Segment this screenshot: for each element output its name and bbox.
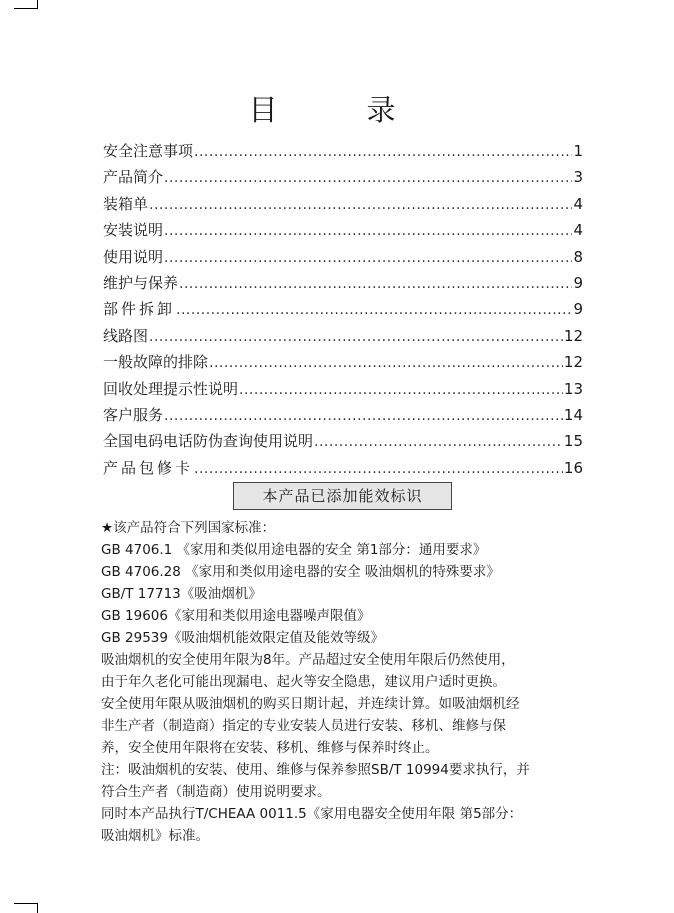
toc-leader-dots (209, 350, 563, 376)
toc-entry-page: 14 (563, 405, 583, 424)
toc-entry[interactable] (103, 296, 583, 322)
paragraph-line: 吸油烟机的安全使用年限为8年。产品超过安全使用年限后仍然使用， (101, 652, 515, 668)
toc-leader-dots (164, 245, 572, 271)
toc-entry[interactable] (103, 349, 583, 375)
toc-entry[interactable] (103, 323, 583, 349)
energy-label-notice: 本产品已添加能效标识 (233, 482, 452, 510)
paragraph-line: 非生产者（制造商）指定的专业安装人员进行安装、移机、维修与保 (101, 718, 506, 734)
toc-leader-dots (164, 403, 563, 429)
toc-entry-page: 8 (573, 247, 583, 266)
toc-entry-label: 回收处理提示性说明 (103, 379, 239, 398)
toc-entry-label: 一般故障的排除 (103, 353, 209, 372)
toc-leader-dots (164, 218, 572, 244)
toc-entry[interactable] (103, 402, 583, 428)
toc-entry[interactable] (103, 191, 583, 217)
toc-entry-page: 4 (573, 194, 583, 213)
crop-mark-top-left-vertical (37, 0, 38, 9)
toc-entry-label: 产品包修卡 (103, 458, 194, 477)
toc-leader-dots (149, 192, 572, 218)
crop-mark-bottom-left-horizontal (14, 903, 38, 904)
toc-entry-page: 15 (563, 432, 583, 451)
standards-section (101, 517, 583, 847)
toc-entry-label: 维护与保养 (103, 273, 179, 292)
toc-leader-dots (149, 324, 563, 350)
toc-leader-dots (179, 271, 572, 297)
toc-entry-page: 9 (573, 300, 583, 319)
toc-entry[interactable] (103, 164, 583, 190)
toc-leader-dots (194, 456, 563, 482)
paragraph-line: 吸油烟机》标准。 (101, 828, 209, 844)
toc-leader-dots (164, 165, 572, 191)
paragraph-line: 养，安全使用年限将在安装、移机、维修与保养时终止。 (101, 740, 439, 756)
toc-entry[interactable] (103, 138, 583, 164)
toc-entry-page: 9 (573, 273, 583, 292)
service-life-calculation-paragraph (101, 693, 583, 759)
toc-entry-label: 全国电码电话防伪查询使用说明 (103, 432, 314, 451)
toc-entry-label: 安全注意事项 (103, 142, 194, 160)
toc-entry-page: 12 (563, 326, 583, 345)
paragraph-line: 符合生产者（制造商）使用说明要求。 (101, 784, 331, 800)
crop-mark-bottom-left-vertical (37, 903, 38, 913)
standard-item: GB 29539《吸油烟机能效限定值及能效等级》 (101, 630, 384, 646)
toc-entry-label: 产品简介 (103, 168, 164, 187)
toc-leader-dots (239, 377, 563, 403)
paragraph-line: 同时本产品执行T/CHEAA 0011.5《家用电器安全使用年限 第5部分： (101, 806, 523, 822)
toc-entry-page: 13 (563, 379, 583, 398)
standard-compliance-paragraph (101, 803, 583, 847)
toc-leader-dots (314, 429, 563, 455)
service-life-paragraph (101, 649, 583, 693)
standard-item: GB/T 17713《吸油烟机》 (101, 586, 262, 602)
toc-entry-label: 部件拆卸 (103, 300, 176, 319)
toc-entry-label: 装箱单 (103, 194, 149, 213)
table-of-contents (103, 138, 583, 481)
standards-heading: ★该产品符合下列国家标准： (101, 520, 276, 536)
toc-entry-page: 1 (573, 142, 583, 160)
standard-item: GB 4706.28 《家用和类似用途电器的安全 吸油烟机的特殊要求》 (101, 564, 500, 580)
paragraph-line: 安全使用年限从吸油烟机的购买日期计起，并连续计算。如吸油烟机经 (101, 696, 520, 712)
paragraph-line: 由于年久老化可能出现漏电、起火等安全隐患，建议用户适时更换。 (101, 674, 506, 690)
toc-entry-page: 4 (573, 221, 583, 240)
toc-entry[interactable] (103, 455, 583, 481)
toc-entry-page: 16 (563, 458, 583, 477)
toc-entry-label: 使用说明 (103, 247, 164, 266)
toc-entry-page: 12 (563, 353, 583, 372)
toc-entry[interactable] (103, 217, 583, 243)
crop-mark-top-left-horizontal (14, 8, 38, 9)
toc-entry-label: 安装说明 (103, 221, 164, 240)
toc-entry-label: 线路图 (103, 326, 149, 345)
toc-entry-label: 客户服务 (103, 405, 164, 424)
page-title: 目 录 (248, 93, 426, 127)
toc-leader-dots (194, 139, 572, 165)
toc-leader-dots (176, 297, 572, 323)
toc-entry-page: 3 (573, 168, 583, 187)
toc-entry[interactable] (103, 270, 583, 296)
toc-entry[interactable] (103, 376, 583, 402)
paragraph-line: 注：吸油烟机的安装、使用、维修与保养参照SB/T 10994要求执行，并 (101, 762, 530, 778)
toc-entry[interactable] (103, 244, 583, 270)
note-paragraph (101, 759, 583, 803)
toc-entry[interactable] (103, 428, 583, 454)
standard-item: GB 19606《家用和类似用途电器噪声限值》 (101, 608, 371, 624)
standard-item: GB 4706.1 《家用和类似用途电器的安全 第1部分：通用要求》 (101, 542, 487, 558)
